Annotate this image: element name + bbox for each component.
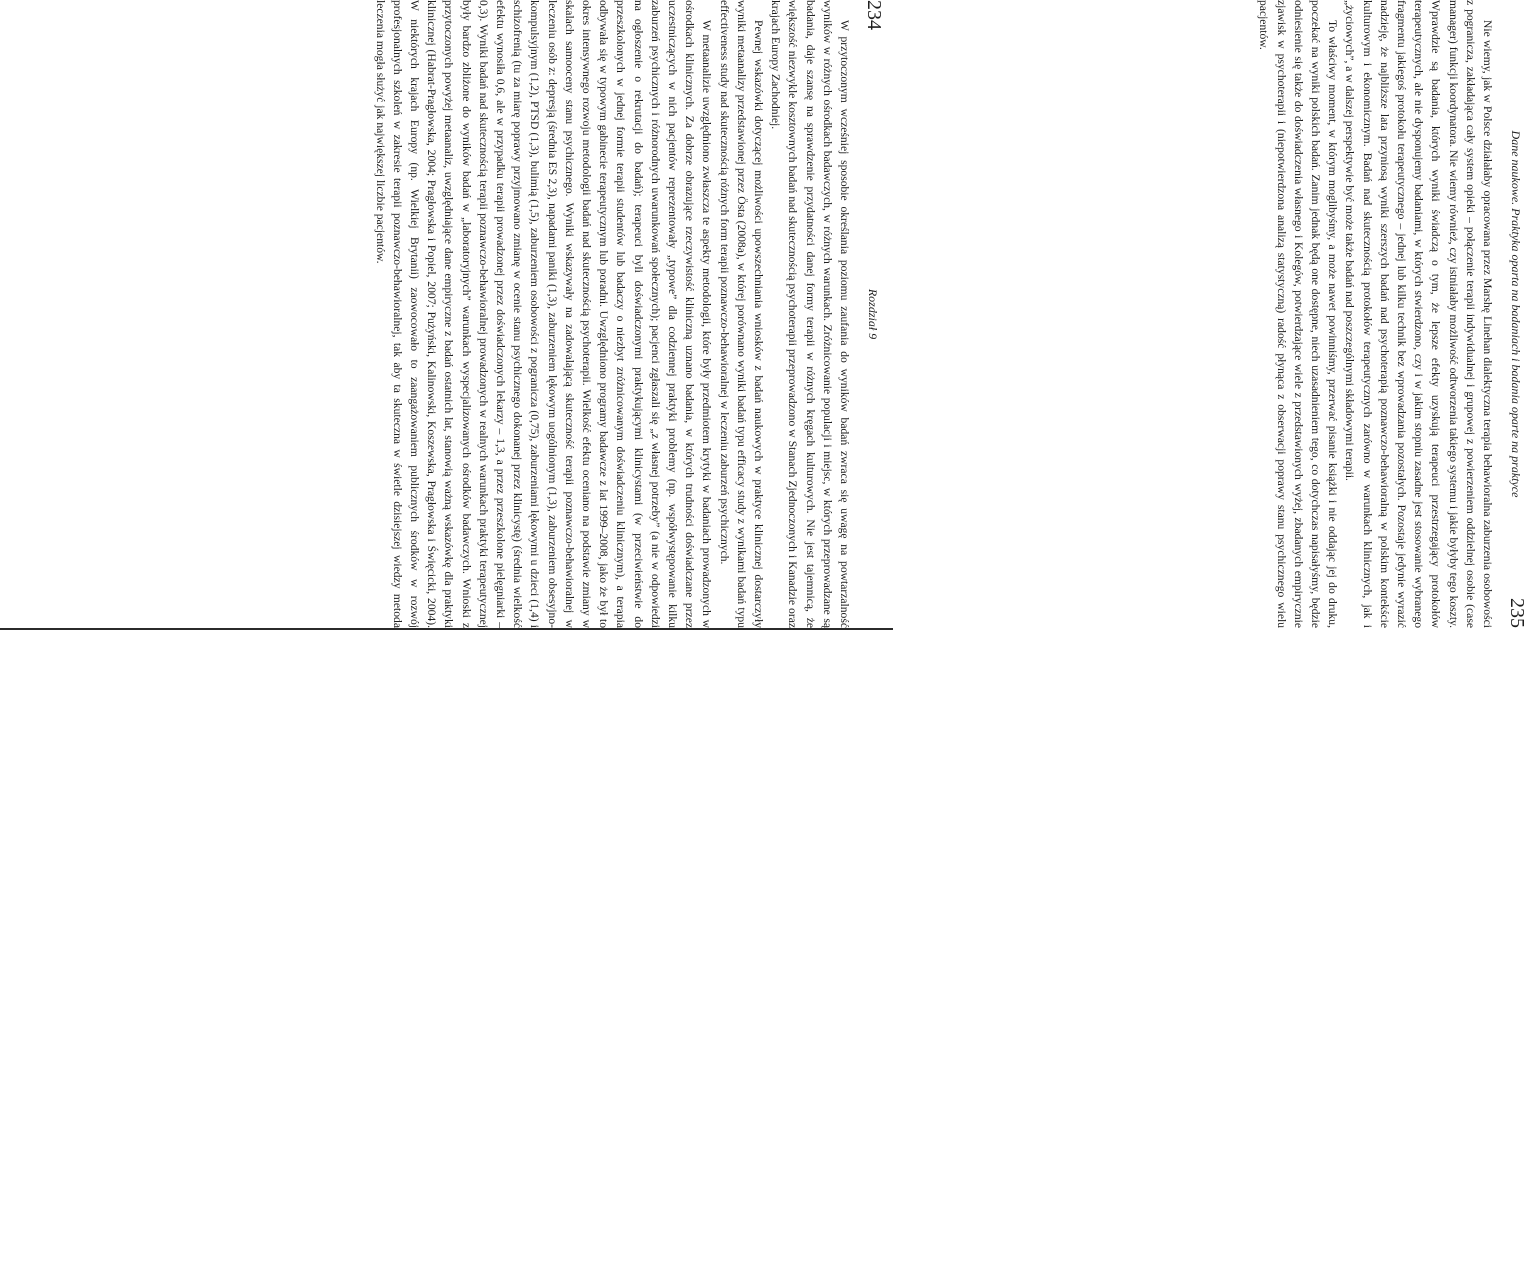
left-page-content — [275, 0, 885, 628]
left-paragraph-2: Pewnej wskazówki dotyczącej możliwości upowszechniania wniosków z badań naukowych w praktyce klinicznej dostarczyły wyniki metaanalizy przedstawionej przez Östa (2008a), w której porównano wyniki badań typu efficacy study z wynikami badań typu effectiveness study nad skutecznością różnych form terapii poznawczo-behawioralnej w leczeniu zaburzeń psychicznych. — [717, 0, 765, 628]
right-paragraph-1: Nie wiemy, jak w Polsce działałaby opracowana przez Marshę Linehan dialektyczna terapia behawioralna zaburzenia osobowości z pogranicza, zakładająca cały system opieki – połączenie terapii indywidualnej i grupowej z powierzeniem oddzielnej osobie (case manager) funkcji koordynatora. Nie wiemy również, czy istniałaby możliwość odtworzenia takiego systemu i jakie byłyby tego koszty. Wprawdzie są badania, których wyniki świadczą o tym, że lepsze efekty uzyskują terapeuci przestrzegający protokołów terapeutycznych, ale nie dysponujemy badaniami, w których stwierdzono, czy i w jakim stopniu zasadne jest stosowanie wybranego fragmentu jakiegoś protokołu terapeutycznego – jednej lub kilku technik bez wprowadzania pozostałych. Pozostaje jedynie wyrazić nadzieję, że najbliższe lata przyniosą wyniki szerszych badań nad psychoterapią poznawczo-behawioralną w polskim kontekście kulturowym i ekonomicznym. Badań nad skutecznością protokołów terapeutycznych zarówno w warunkach klinicznych, jak i „życiowych”, a w dalszej perspektywie być może także badań nad poszczególnymi składowymi terapii. — [1343, 0, 1494, 628]
left-body-text — [371, 0, 853, 628]
right-running-head — [1496, 0, 1528, 628]
left-page-number: 234 — [863, 0, 885, 30]
page-divider — [0, 628, 893, 630]
right-page-number: 235 — [1506, 598, 1528, 628]
right-body-text — [1255, 0, 1496, 628]
right-running-head-title: Dane naukowe. Praktyka oparta na badaniach i badania oparte na praktyce — [1509, 130, 1523, 498]
left-paragraph-3: W metaanalizie uwzględniono zwłaszcza te aspekty metodologii, które były przedmiotem krytyki w badaniach prowadzonych w ośrodkach klinicznych. Za dobrze obrazujące rzeczywistość kliniczną uznano badania, w których trudności doświadczane przez uczestniczących w nich pacjentów reprezentowały „typowe” dla codziennej praktyki problemy (np. współwystępowanie kilku zaburzeń psychicznych i różnorodnych uwarunkowań społecznych); pacjenci zgłaszali się „z własnej potrzeby” (a nie w odpowiedzi na ogłoszenie o rekrutacji do badań); terapeuci byli doświadczonymi praktykującymi klinicystami (w przeciwieństwie do przeszkolonych w jednej formie terapii studentów lub badaczy o niezbyt zróżnicowanym doświadczeniu klinicznym), a terapia odbywała się w typowym gabinecie terapeutycznym lub poradni. Uwzględniono programy badawcze z lat 1999–2008, jako że był to okres intensywnego rozwoju metodologii badań nad skutecznością psychoterapii. Wielkość efektu oceniano na podstawie zmiany w skalach samooceny stanu psychicznego. Wyniki wskazywały na zadowalającą skuteczność terapii poznawczo-behawioralnej w leczeniu osób z: depresją (średnia ES 2,3), napadami paniki (1,3), zaburzeniem lękowym uogólnionym (1,3), zaburzeniem obsesyjno-kompulsyjnym (1,2), PTSD (1,3), bulimią (1,5), zaburzeniem osobowości z pogranicza (0,75), zaburzeniami lękowymi u dzieci (1,4) i schizofrenią (tu za miarę poprawy przyjmowano zmianę w ocenie stanu psychicznego dokonanej przez klinicystę) (średnia wielkość efektu wynosiła 0,6, ale w przypadku terapii prowadzonej przez doświadczonych lekarzy – 1,3, a przez przeszkolone pielęgniarki – 0,3). Wyniki badań nad skutecznością terapii poznawczo-behawioralnej prowadzonych w realnych warunkach praktyki terapeutycznej były bardzo zbliżone do wyników badań w „laboratoryjnych” warunkach wyspecjalizowanych ośrodków badawczych. Wnioski z przytoczonych powyżej metaanaliz, uwzględniające dane empiryczne z badań ostatnich lat, stanowią ważną wskazówkę dla praktyki klinicznej (Habrat-Pragłowska, 2004; Pragłowska i Popiel, 2007; Pużyński, Kalinowski, Koszewska, Pragłowska i Święcicki, 2004). W niektórych krajach Europy (np. Wielkiej Brytanii) zaowocowało to zaangażowaniem publicznych środków w rozwój profesjonalnych szkoleń w zakresie terapii poznawczo-behawioralnej, tak aby ta skuteczna w świetle dzisiejszej wiedzy metoda leczenia mogła służyć jak największej liczbie pacjentów. — [373, 0, 714, 628]
right-paragraph-2: To właściwy moment, w którym moglibyśmy, a może nawet powinniśmy, przerwać pisanie książki i nie oddając jej do druku, poczekać na wyniki polskich badań. Zanim jednak będą one dostępne, niech uzasadnieniem tego, co dotychczas napisałyśmy, będzie odniesienie się także do doświadczenia własnego i Kolegów, potwierdzające wiele z przedstawionych wyżej, zbadanych empirycznie zjawisk w psychoterapii i (niepotwierdzona analizą statystyczną) radość płynąca z obserwacji poprawy stanu psychicznego wielu pacjentów. — [1257, 0, 1340, 628]
right-page-content — [918, 0, 1528, 628]
left-running-head — [853, 0, 885, 628]
left-paragraph-1: W przytoczonym wcześniej sposobie określania poziomu zaufania do wyników badań zwraca się uwagę na powtarzalność wyników w różnych ośrodkach badawczych, w różnych warunkach. Zróżnicowanie populacji i miejsc, w których przeprowadzane są badania, daje szansę na sprawdzenie przydatności danej formy terapii w różnych kręgach kulturowych. Nie jest tajemnicą, że większość niezwykle kosztownych badań nad skutecznością psychoterapii przeprowadzono w Stanach Zjednoczonych i Kanadzie oraz krajach Europy Zachodniej. — [769, 0, 851, 628]
left-running-head-title: Rozdział 9 — [866, 288, 880, 340]
